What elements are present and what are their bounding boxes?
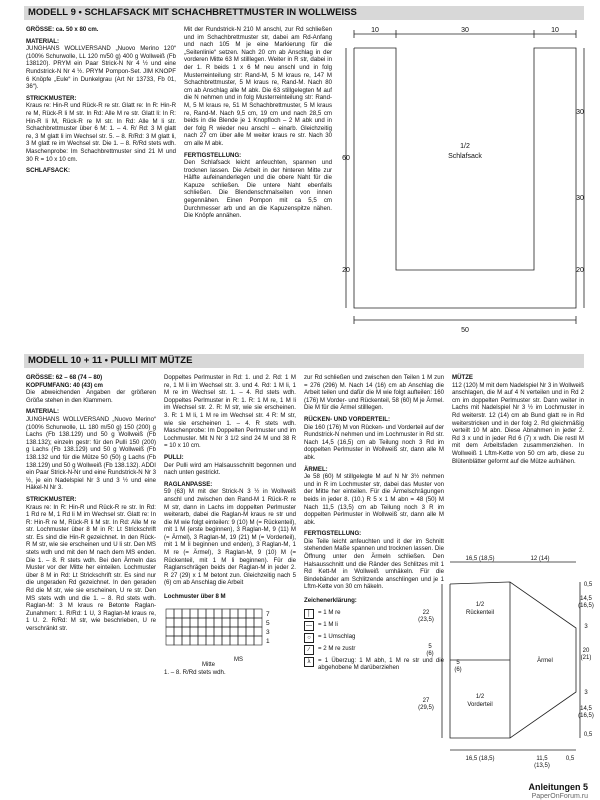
m10-pulli: Der Pulli wird am Halsausschnitt begonnen und nach unten gestrickt.	[164, 461, 296, 477]
lace-cell	[238, 618, 246, 627]
m9-col2	[184, 26, 332, 224]
m10-r3b: 3	[584, 690, 588, 696]
m10-half2: 1/2	[475, 694, 485, 700]
m9-material-heading: MATERIAL:	[26, 37, 60, 45]
lace-cell	[198, 627, 206, 636]
lace-cell	[174, 618, 182, 627]
m9-col1	[26, 26, 176, 179]
m9-strick-heading: STRICKMUSTER:	[26, 94, 77, 102]
lace-cell	[214, 618, 222, 627]
lace-cell	[214, 627, 222, 636]
m10-l22: 22	[422, 610, 430, 616]
lace-cell	[166, 636, 174, 645]
lace-cell	[238, 609, 246, 618]
legend-symbol: │	[304, 609, 314, 619]
m9-fert: Den Schlafsack leicht anfeuchten, spannen und trocknen lassen. Die Arbeit in der hinteren Mitte zur Hälfte aufeinanderlegen und die obere Naht für die Kapuze schließen. Die untere Naht ebenfalls schließen. Die Blendenschmalseiten von innen gegennähen. Einen Pompon mit ca 5,5 cm Durchmesser arb und an die Kapuzenspitze nähen. Die Knöpfe annähen.	[184, 159, 332, 220]
m10-l6a: (6)	[426, 651, 434, 657]
m10-chart-heading: Lochmuster über 8 M	[164, 593, 226, 601]
m10-l295: (29,5)	[418, 705, 434, 711]
lace-cell	[198, 636, 206, 645]
m10-material-heading: MATERIAL:	[26, 408, 60, 416]
watermark: PaperOnForum.ru	[531, 793, 588, 800]
lace-row-label: 5	[266, 619, 270, 627]
lace-cell	[206, 636, 214, 645]
m10-legend-heading: Zeichenerklärung:	[304, 597, 357, 605]
m10-size: GRÖSSE: 62 – 68 (74 – 80)	[26, 374, 103, 381]
m9-l20: 20	[342, 267, 350, 274]
m9-b50: 50	[461, 327, 469, 334]
lace-cell	[222, 618, 230, 627]
lace-cell	[182, 636, 190, 645]
legend-text: = 1 Umschlag	[318, 632, 356, 640]
lace-cell	[254, 618, 262, 627]
legend-text: = 1 M re	[318, 608, 341, 616]
m10-r165a: (16,5)	[578, 603, 594, 609]
m10-perlmuster: Doppeltes Perlmuster in Rd: 1. und 2. Rd: 1 M re, 1 M li im Wechsel str. 3. und 4. Rd: 1 M li, 1 M re im Wechsel str. 1. – 4. Rd stets wdh. Doppeltes Perlmuster in R: 1. R: 1 M re, 1 M li im Wechsel str. 2. R: M str, wie sie erscheinen. 3. R: 1 M li, 1 M re im Wechsel str. 4 R: M str, wie sie erscheinen 1. – 4. R stets wdh. Maschenprobe: Im Doppelten Perlmuster und im Lochmuster. Mit N Nr 3 1/2 sind 24 M und 38 R = 10 x 10 cm.	[164, 374, 296, 450]
m10-aermel-heading: ÄRMEL:	[304, 465, 328, 473]
lace-cell	[222, 627, 230, 636]
m10-rv-heading: RÜCKEN- UND VORDERTEIL:	[304, 415, 390, 423]
m10-r165b: (16,5)	[578, 713, 594, 719]
m9-size: GRÖSSE: ca. 50 x 80 cm.	[26, 26, 99, 33]
m10-raglan-heading: RAGLANPASSE:	[164, 480, 213, 488]
m9-r30b: 30	[576, 195, 584, 202]
m10-r05b: 0,5	[583, 732, 593, 738]
legend-text: = 1 M li	[318, 620, 338, 628]
lace-cell	[230, 627, 238, 636]
m10-aermel: Je 58 (60) M stillgelegte M auf N Nr 3½ nehmen und in R im Lochmuster str, dabei das Muster von der Mitte her einteilen. Für die Ärmelschrägungen beids in jeder 8. (10.) R 5 x 1 M abn = 48 (50) M Nach 11,5 (13,5) cm ab Teilung noch 3 R im doppelten Perlmuster in Wollweiß str, dann alle M abk.	[304, 473, 444, 526]
m9-schema	[340, 22, 590, 344]
m9-d10b: 10	[551, 27, 559, 34]
m10-r20: 20	[582, 648, 590, 654]
m9-strick: Kraus re: Hin-R und Rück-R re str. Glatt re: In R: Hin-R re M, Rück-R li M str. In Rd: Alle M re str. Glatt li: In R: Hin-R li M, Rück-R re M str. In Rd: Alle M li str. Schachbrettmuster über 6 M: 1. – 4. R/ Rd: 3 M glatt re, 3 M glatt li im Wechsel str. 5. – 8. R/Rd: 3 M glatt li, 3 M glatt re im Wechsel str. Die 1. – 8. R/Rd stets wdh. Maschenprobe: Im Schachbrettmuster sind 21 M und 30 R = 10 x 10 cm.	[26, 102, 176, 163]
m9-schlaf-heading: SCHLAFSACK:	[26, 167, 71, 175]
lace-cell	[198, 618, 206, 627]
lace-cell	[166, 609, 174, 618]
lace-row-label: 1	[266, 637, 270, 645]
legend-symbol: ∕	[304, 645, 314, 655]
lace-row-label: 3	[266, 628, 270, 636]
m10-chart-mitte: Mitte	[202, 661, 216, 667]
lace-cell	[174, 609, 182, 618]
lace-cell	[254, 627, 262, 636]
m10-col4	[452, 374, 584, 469]
m10-chart-note: 1. – 8. R/Rd stets wdh.	[164, 669, 226, 677]
lace-cell	[198, 609, 206, 618]
m9-d30a: 30	[461, 27, 469, 34]
m10-raglan: 59 (63) M mit der Strick-N 3 ½ in Wollweiß anschl und zwischen den Rand-M 1 Rück-R re M str, dann in Lachs im doppelten Perlmuster weiterarb, dabei die Raglan-M kraus re str und die M wie folgt einteilen: 9 (10) M (= Rückenteil), mit 1 M (erste beginnen), 3 Raglan-M, 9 (11) M (= Ärmel), 3 Raglan-M, 19 (21) M (= Vorderteil), mit 1 M li beginnen und enden), 3 Raglan-M, 1 M re (= Ärmel), 3 Raglan-M, 9 (10) M (= Rückenteil, mit 1 M li beginnen). Für die Raglanschrägen beids der Raglan-M in jeder 2. R 27 (29) x 1 M betont zun. Gleichzeitig nach 5 (6) cm ab Anschlag die Arbeit	[164, 488, 296, 587]
m10-ruecken: Rückenteil	[465, 610, 495, 616]
m10-half1: 1/2	[475, 602, 485, 608]
lace-cell	[230, 609, 238, 618]
lace-cell	[182, 618, 190, 627]
m9-material: JUNGHANS WOLLVERSAND „Nuovo Merino 120“ (100% Schurwolle, LL 120 m/50 g) 400 g Wollweiß (Fb 138120). PRYM ein Paar Strick-N Nr 4 ½ und eine Rundstrick-N Nr 4 ½. PRYM Pompon-Set. JIM KNOPF 6 Knöpfe „Eule“ in Dunkelgrau (Art Nr 13733, Fb 01, 36“).	[26, 45, 176, 91]
m10-r145a: 14,5	[580, 596, 592, 602]
lace-cell	[222, 636, 230, 645]
m10-b4: 0,5	[565, 756, 575, 762]
lace-cell	[190, 627, 198, 636]
m10-col1	[26, 374, 156, 637]
m9-l60: 60	[342, 155, 350, 162]
m10-r21: (21)	[580, 655, 592, 661]
m10-fert: Die Teile leicht anfeuchten und it der im Schnitt stehenden Maße spannen und trocknen lassen. Die Öffnung unter den Ärmeln schließen. Den Halsausschnitt und die Ränder des Schlitzes mit 1 Rd Kett-M in Wollweiß umhäkeln. Für die Bindebänder am Schlitzende anschlingen und je 1 Lftm-Kette von 30 cm häkeln.	[304, 537, 444, 591]
page-number: 5	[582, 782, 588, 792]
legend-text: = 1 Überzug: 1 M abh, 1 M re str und die abgehobene M darüberziehen	[318, 656, 444, 672]
m10-angaben: Die abweichenden Angaben der größeren Größe stehen in den Klammern.	[26, 389, 156, 404]
lace-cell	[230, 636, 238, 645]
m10-muetze: 112 (120) M mit dem Nadelspiel Nr 3 in Wollweiß anschlagen, die M auf 4 N verteilen und in Rd 2 cm im doppelten Perlmuster str. Dann weiter in Lachs mit Nadelspiel Nr 3 ½ im Lochmuster in Rd weiterstr. 12 (14) cm ab Bund glatt re in Rd weiterstricken und in der folg 2. Rd gleichmäßig verteilt 10 M abn. Diese Abnahmen in jeder 2. Rd 3 x und in jeder Rd 6 (7) x wdh. Die restl M mit dem Arbeitsfaden zusammenziehen. In Wollweiß 1 Lftm-Kette von 50 cm arb, diese zu Blütenblätter geformt auf die Mütze aufnähen.	[452, 381, 584, 465]
m9-r30a: 30	[576, 109, 584, 116]
modell-9-title: MODELL 9 • SCHLAFSACK MIT SCHACHBRETTMUSTER IN WOLLWEISS	[24, 6, 584, 20]
m10-r3a: 3	[584, 624, 588, 630]
legend-symbol: ○	[304, 633, 314, 643]
lace-cell	[222, 609, 230, 618]
lace-cell	[246, 609, 254, 618]
lace-cell	[190, 618, 198, 627]
lace-cell	[166, 618, 174, 627]
m10-r145b: 14,5	[580, 706, 592, 712]
m10-strick-heading: STRICKMUSTER:	[26, 495, 77, 503]
m10-strick: Kraus re: In R: Hin-R und Rück-R re str. In Rd: 1 Rd re M, 1 Rd li M im Wechsel str. Glatt re: In R: Hin-R re M, Rück-R li M str. In Rd: Alle M re str. Lochmuster über 8 M in R: Lt Strickschrift str. Es sind die Hin-R gezeichnet. In den Rück-R M str, wie sie erscheinen und U li str. Den MS stets wdh und mit den M nach dem MS enden. Die 1. – 8. R stets wdh. Bei den Ärmeln das Muster vor der Mitte her einteilen. Lochmuster über 8 M in Rd: Lt Strickschrift str. Es sind nur die ungeraden Rd gezeichnet. In den geraden Rd die M str, wie sie erscheinen, U re str. Den MS stets wdh und die 1. – 8. Rd stets wdh. Raglan-M: 3 M kraus re Betonte Raglan-Zunahmen: 1. R/Rd: 1 U, 3 Raglan-M kraus re, 1 U. 2. R/Rd: M str, wie beschrieben, U re verschränkt str.	[26, 503, 156, 632]
legend-text: = 2 M re zustr	[318, 644, 356, 652]
m9-d10a: 10	[371, 27, 379, 34]
lace-cell	[246, 627, 254, 636]
lace-cell	[230, 618, 238, 627]
lace-cell	[174, 636, 182, 645]
m10-l27: 27	[422, 698, 430, 704]
m10-aermel-label: Ärmel	[537, 658, 553, 664]
m10-material: JUNGHANS WOLLVERSAND „Nuovo Merino“ (100% Schurwolle, LL 180 m/50 g) 150 (200) g Lachs (Fb 138.129) und 50 g Wollweiß (Fb 138.132); einzeln gestr: für den Pulli 150 (200) g Lachs (Fb 138.129) und 50 g Wollweiß (Fb 138.132 und für die Mütze 50 (50) g Lachs (Fb 138.129) und 50 g Wollweiß (Fb 138.132). ADDI ein Paar Strick-N-Nr und eine Rundstrick-N Nr 3 ½, je ein Nadelspiel Nr 3 und 3 ½ und eine Häkel-N Nr 3.	[26, 415, 156, 492]
m9-r20: 20	[576, 267, 584, 274]
m10-lace-chart	[164, 605, 296, 667]
m10-l5b: 5	[456, 660, 460, 666]
m10-l235: (23,5)	[418, 617, 434, 623]
legend-symbol: —	[306, 622, 312, 629]
lace-cell	[182, 627, 190, 636]
lace-cell	[166, 627, 174, 636]
lace-cell	[206, 618, 214, 627]
m10-muetze-heading: MÜTZE	[452, 374, 473, 381]
m10-chart-ms: MS	[234, 656, 243, 663]
m10-pulli-heading: PULLI:	[164, 453, 184, 461]
m10-rv: Die 160 (176) M von Rücken- und Vorderteil auf der Rundstrick-N nehmen und im Lochmuster in Rd str. Nach 14,5 (16,5) cm ab Teilung noch 3 Rd im doppelten Perlmuster in Wollweiß str, dann alle M abk.	[304, 423, 444, 461]
m9-label: 1/2	[460, 143, 470, 150]
m10-continuation: zur Rd schließen und zwischen den Teilen 1 M zun = 276 (296) M. Nach 14 (16) cm ab Anschlag die Arbeit teilen und dafür die M wie folgt aufteilen: 160 (176) M Vorder- und Rückenteil, 58 (60) M je Ärmel. Die M für die Ärmel stilllegen.	[304, 374, 444, 412]
m10-kopf: KOPFUMFANG: 40 (43) cm	[26, 381, 103, 389]
lace-cell	[246, 636, 254, 645]
lace-cell	[182, 609, 190, 618]
lace-row-label: 7	[266, 610, 270, 618]
m10-r05a: 0,5	[583, 582, 593, 588]
m9-schlaf: Mit der Rundstrick-N 210 M anschl, zur Rd schließen und im Schachbrettmuster str, dabei am Rd-Anfang und nach 105 M je eine Markierung für die „Seitenlinie“ setzen. Nach 20 cm ab Anschlag in der vorderen Mitte 63 M stilllegen. Weiter in R str, dabei in der 1. R beids 1 x 6 M neu anschl und in folg Musterreinteilung str: Rand-M, 5 M kraus re, 147 M Schachbrettmuster, 5 M kraus re, Rand-M. Nach 80 cm ab Anschlag alle M abk. Die 63 stillgelegten M auf die N nehmen und in folg Musterreinteilung str: Rand-M, 5 M kraus re, 51 M Schachbrettmuster, 5 M kraus re, Rand-M. Nach 9,5 cm, 19 cm und nach 28,5 cm beids in die Blende je 1 Knopfloch – 2 M abk und in der folg R wieder neu anschl – einarb. Gleichzeitig nach 27 cm über alle M weiter kraus re str. Nach 30 cm alle M abk.	[184, 26, 332, 147]
m10-t2: 12 (14)	[530, 556, 550, 562]
lace-cell	[238, 627, 246, 636]
m9-fert-heading: FERTIGSTELLUNG:	[184, 151, 242, 159]
m10-l6b: (6)	[454, 667, 462, 673]
lace-cell	[254, 609, 262, 618]
m10-b2: 11,5	[536, 756, 548, 762]
footer-text: Anleitungen	[528, 782, 581, 792]
lace-cell	[214, 636, 222, 645]
lace-cell	[190, 609, 198, 618]
lace-cell	[206, 609, 214, 618]
legend-symbol: λ	[304, 657, 314, 667]
m10-schema	[400, 552, 596, 778]
lace-cell	[174, 627, 182, 636]
m10-t1: 16,5 (18,5)	[465, 556, 495, 562]
m10-fert-heading: FERTIGSTELLUNG:	[304, 530, 362, 538]
m10-col2	[164, 374, 296, 681]
lace-cell	[254, 636, 262, 645]
lace-cell	[190, 636, 198, 645]
lace-cell	[206, 627, 214, 636]
m10-vorder: Vorderteil	[467, 702, 493, 708]
m9-label2: Schlafsack	[448, 153, 482, 160]
m9-outline	[354, 48, 576, 308]
lace-cell	[246, 618, 254, 627]
footer	[528, 782, 588, 792]
lace-cell	[238, 636, 246, 645]
lace-cell	[214, 609, 222, 618]
m10-l5a: 5	[428, 644, 432, 650]
modell-10-title: MODELL 10 + 11 • PULLI MIT MÜTZE	[24, 354, 584, 368]
m10-b3: (13,5)	[534, 763, 550, 769]
m10-b1: 16,5 (18,5)	[465, 756, 495, 762]
